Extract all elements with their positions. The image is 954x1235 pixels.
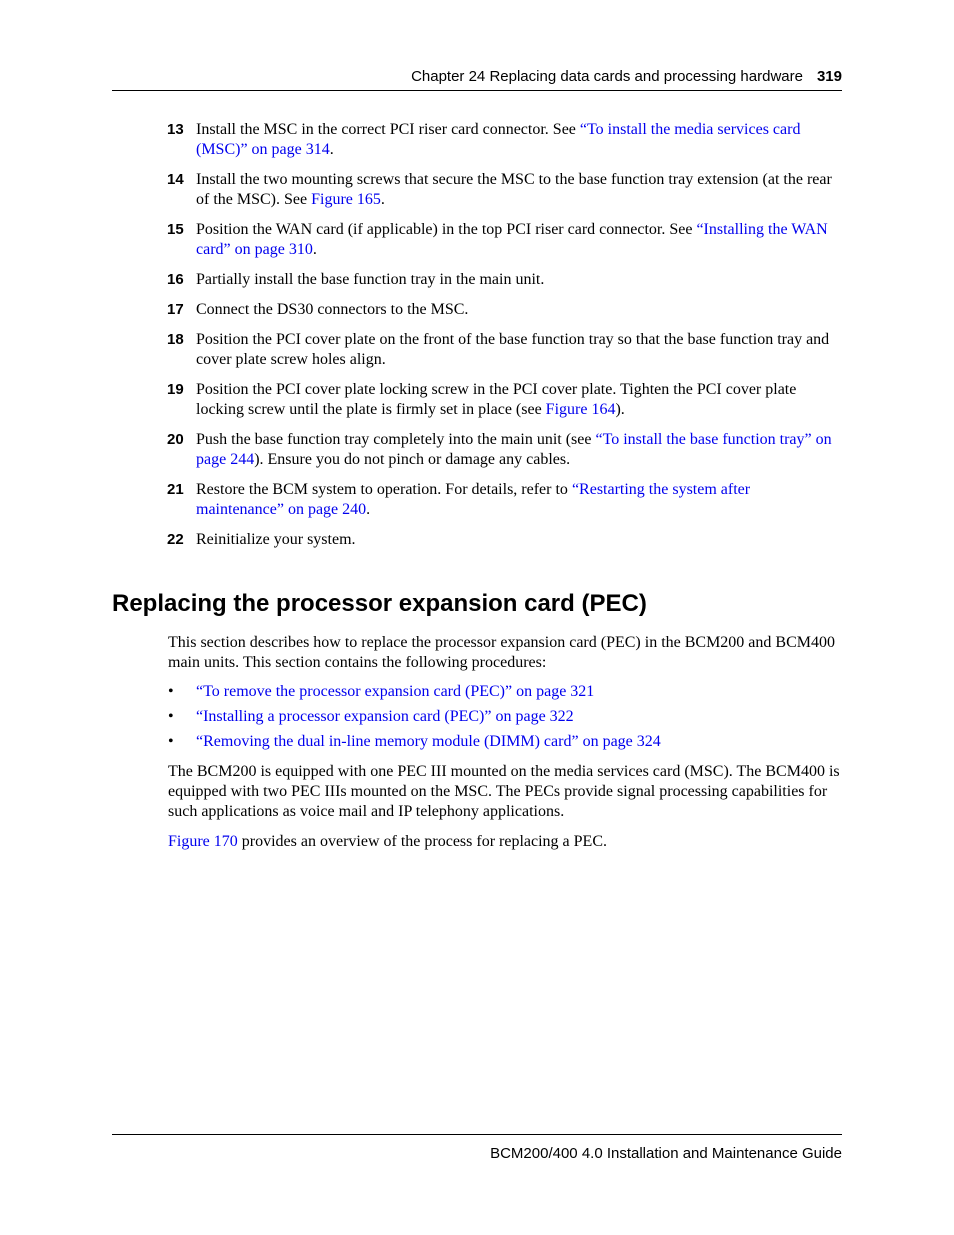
step-text-end: . xyxy=(312,241,317,258)
header-text xyxy=(411,68,842,85)
section-intro xyxy=(168,633,842,673)
page-footer xyxy=(112,1134,842,1162)
step-text-end: ). xyxy=(615,401,625,418)
intro-paragraph: This section describes how to replace the processor expansion card (PEC) in the BCM200 and BCM400 main units. This section contains the following procedures: xyxy=(168,634,835,671)
step-14 xyxy=(167,170,842,210)
step-text: Push the base function tray completely into the main unit (see xyxy=(196,431,596,448)
figure-link[interactable]: Figure 165 xyxy=(311,191,381,208)
list-item xyxy=(168,682,842,702)
pec-description xyxy=(168,762,842,822)
step-text: Connect the DS30 connectors to the MSC. xyxy=(196,301,469,318)
cross-reference-link[interactable]: “To install the base function tray” on page 244 xyxy=(196,431,832,468)
step-text-end: ). Ensure you do not pinch or damage any cables. xyxy=(254,451,571,468)
step-number: 15 xyxy=(167,221,184,238)
cross-reference-link[interactable]: “Installing the WAN card” on page 310 xyxy=(196,221,828,258)
step-number: 13 xyxy=(167,121,184,138)
cross-reference-link[interactable]: “To install the media services card (MSC)” on page 314 xyxy=(196,121,801,158)
figure-reference-paragraph xyxy=(168,832,842,852)
step-number: 18 xyxy=(167,331,184,348)
bullet-icon: • xyxy=(168,733,174,750)
figure-reference xyxy=(168,832,842,852)
bullet-icon: • xyxy=(168,683,174,700)
step-22 xyxy=(167,530,842,550)
cross-reference-link[interactable]: “Restarting the system after maintenance” on page 240 xyxy=(196,481,751,518)
step-15 xyxy=(167,220,842,260)
step-number: 19 xyxy=(167,381,184,398)
figure-link[interactable]: Figure 164 xyxy=(545,401,616,418)
step-number: 14 xyxy=(167,171,184,188)
step-text: Install the MSC in the correct PCI riser card connector. See xyxy=(196,121,580,138)
step-13 xyxy=(167,120,842,160)
step-text-end: . xyxy=(366,501,371,518)
step-text-end: . xyxy=(329,141,334,158)
procedure-link[interactable]: “Installing a processor expansion card (PEC)” on page 322 xyxy=(196,708,574,725)
step-text-end: . xyxy=(380,191,385,208)
list-item xyxy=(168,707,842,727)
step-text: Restore the BCM system to operation. For details, refer to xyxy=(196,481,572,498)
step-16 xyxy=(167,270,842,290)
bullet-icon: • xyxy=(168,708,174,725)
description-paragraph: The BCM200 is equipped with one PEC III mounted on the media services card (MSC). The BCM400 is equipped with two PEC IIIs mounted on the MSC. The PECs provide signal processing capabilities for such applications as voice mail and IP telephony applications. xyxy=(168,763,840,820)
step-number: 17 xyxy=(167,301,184,318)
step-text: Install the two mounting screws that secure the MSC to the base function tray extension (at the rear of the MSC). See xyxy=(196,171,832,208)
list-item xyxy=(168,732,842,752)
step-19 xyxy=(167,380,842,420)
step-number: 21 xyxy=(167,481,184,498)
procedure-link[interactable]: “To remove the processor expansion card (PEC)” on page 321 xyxy=(196,683,595,700)
step-21 xyxy=(167,480,842,520)
procedure-steps xyxy=(167,120,842,560)
procedure-link-list xyxy=(168,682,842,757)
step-number: 20 xyxy=(167,431,184,448)
figure-reference-text: provides an overview of the process for replacing a PEC. xyxy=(237,833,607,850)
guide-title: BCM200/400 4.0 Installation and Maintenance Guide xyxy=(490,1145,842,1162)
figure-link[interactable]: Figure 170 xyxy=(168,833,238,850)
chapter-title: Chapter 24 Replacing data cards and processing hardware xyxy=(411,68,803,85)
step-text: Reinitialize your system. xyxy=(196,531,356,548)
step-20 xyxy=(167,430,842,470)
step-text: Position the PCI cover plate locking screw in the PCI cover plate. Tighten the PCI cover plate locking screw until the plate is firmly set in place (see xyxy=(196,381,797,418)
section-heading: Replacing the processor expansion card (PEC) xyxy=(112,590,647,617)
page-number: 319 xyxy=(816,68,842,85)
step-text: Partially install the base function tray in the main unit. xyxy=(196,271,545,288)
step-number: 22 xyxy=(167,531,184,548)
page-header xyxy=(112,66,842,91)
step-text: Position the PCI cover plate on the front of the base function tray so that the base function tray and cover plate screw holes align. xyxy=(196,331,830,368)
procedure-link[interactable]: “Removing the dual in-line memory module (DIMM) card” on page 324 xyxy=(196,733,661,750)
step-number: 16 xyxy=(167,271,184,288)
step-18 xyxy=(167,330,842,370)
step-text: Position the WAN card (if applicable) in the top PCI riser card connector. See xyxy=(196,221,697,238)
step-17 xyxy=(167,300,842,320)
